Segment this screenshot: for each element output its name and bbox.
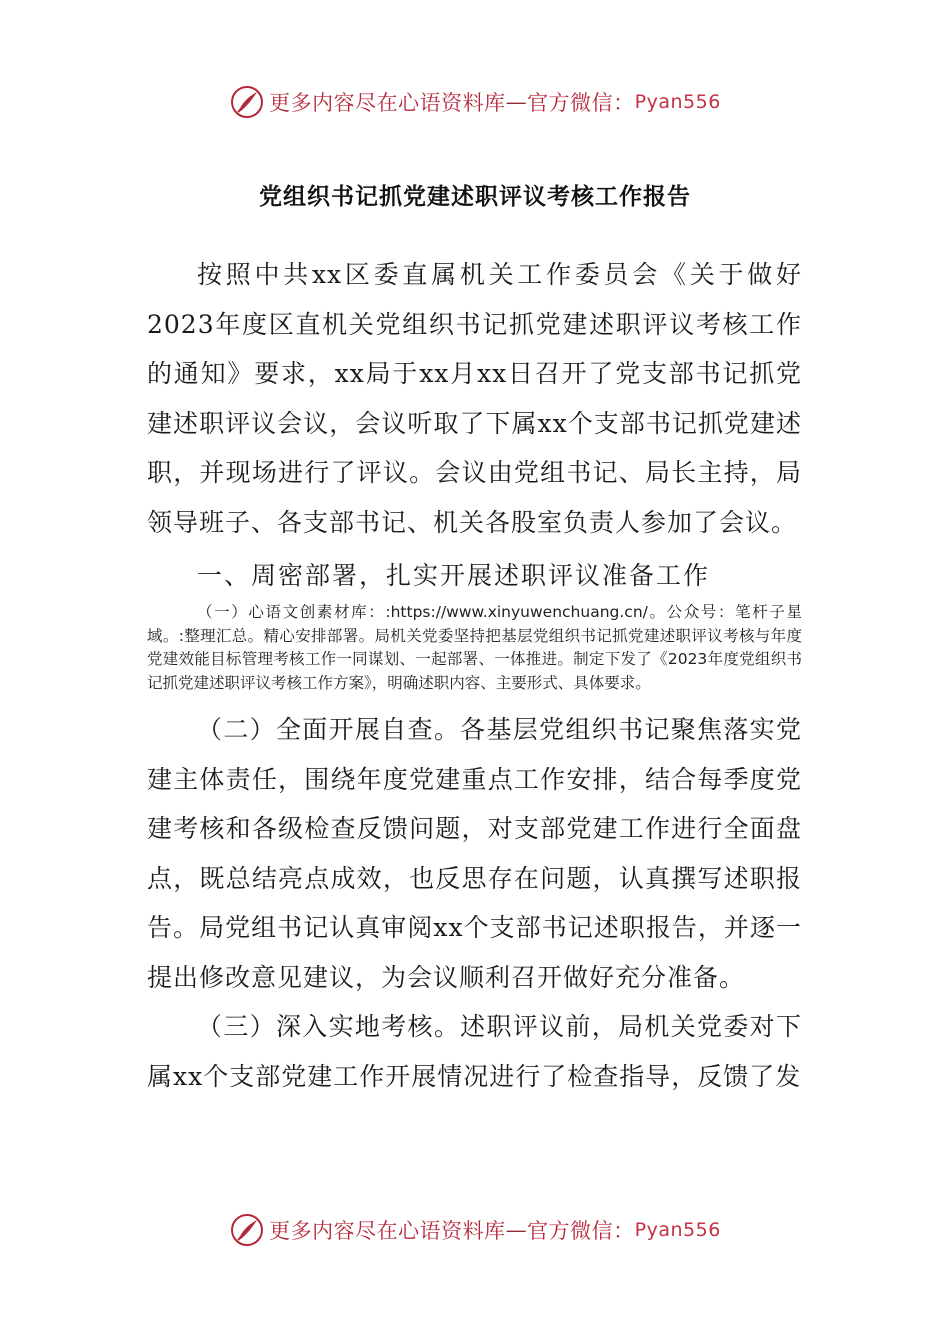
intro-paragraph: 按照中共xx区委直属机关工作委员会《关于做好2023年度区直机关党组织书记抓党建述职评议考核工作的通知》要求，xx局于xx月xx日召开了党支部书记抓党建述职评议会议，会议听取了下属xx个支部书记抓党建述职，并现场进行了评议。会议由党组书记、局长主持，局领导班子、各支部书记、机关各股室负责人参加了会议。	[147, 260, 802, 537]
banner-separator: —	[505, 1218, 528, 1242]
subsection-2-paragraph: （二）全面开展自查。各基层党组织书记聚焦落实党建主体责任，围绕年度党建重点工作安排，结合每季度党建考核和各级检查反馈问题，对支部党建工作进行全面盘点，既总结亮点成效，也反思存在问题，认真撰写述职报告。局党组书记认真审阅xx个支部书记述职报告，并逐一提出修改意见建议，为会议顺利召开做好充分准备。	[147, 715, 802, 992]
quill-logo-icon	[229, 84, 265, 120]
banner-wechat-id: Pyan556	[634, 1219, 721, 1241]
header-watermark-banner	[0, 82, 950, 122]
subsection-1-paragraph: （一）心语文创素材库：:https://www.xinyuwenchuang.cn/。公众号：笔杆子星域。:整理汇总。精心安排部署。局机关党委坚持把基层党组织书记抓党建述职评议考核与年度党建效能目标管理考核工作一同谋划、一起部署、一体推进。制定下发了《2023年度党组织书记抓党建述职评议考核工作方案》，明确述职内容、主要形式、具体要求。	[147, 603, 802, 692]
footer-watermark-banner	[0, 1210, 950, 1250]
document-title: 党组织书记抓党建述职评议考核工作报告	[259, 184, 691, 210]
banner-wechat-label: 官方微信：	[527, 91, 635, 115]
document-body	[147, 250, 802, 1101]
banner-wechat-label: 官方微信：	[527, 1219, 635, 1243]
subsection-3-paragraph: （三）深入实地考核。述职评议前，局机关党委对下属xx个支部党建工作开展情况进行了检查指导，反馈了发	[147, 1012, 802, 1091]
banner-text: 更多内容尽在心语资料库	[269, 91, 506, 115]
banner-text: 更多内容尽在心语资料库	[269, 1219, 506, 1243]
banner-separator: —	[505, 90, 528, 114]
banner-wechat-id: Pyan556	[634, 91, 721, 113]
quill-logo-icon	[229, 1212, 265, 1248]
section-heading-1: 一、周密部署，扎实开展述职评议准备工作	[197, 561, 711, 590]
